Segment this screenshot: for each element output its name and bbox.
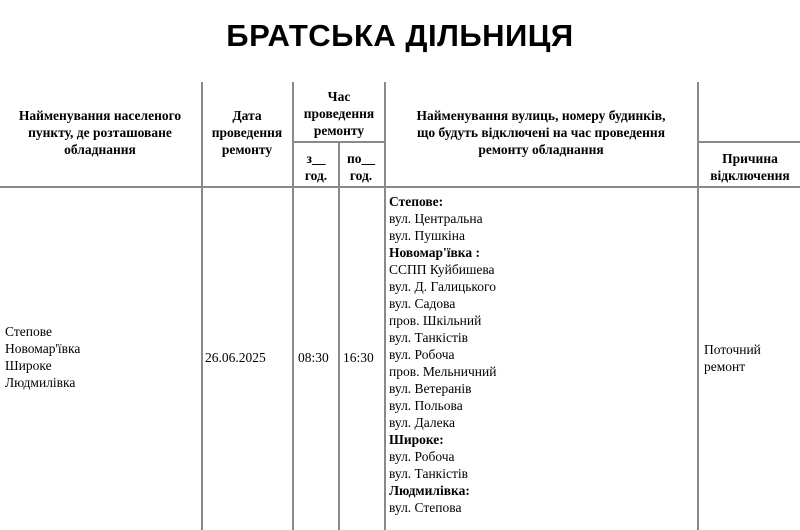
header-bottom-line [0,186,800,188]
street-item: ССПП Куйбишева [389,262,495,277]
header-streets: Найменування вулиць, номеру будинків, що будуть відключені на час проведення ремонту обладнання [416,108,666,157]
col-divider [697,82,699,530]
street-item: вул. Пушкіна [389,228,465,243]
settlement-item: Широке [5,358,52,373]
street-item: пров. Шкільний [389,313,482,328]
subheader-divider [292,141,386,143]
cell-reason: Поточний ремонт [704,342,761,374]
settlement-item: Людмилівка [5,375,76,390]
header-time-from: з__ год. [304,151,328,183]
cell-date: 26.06.2025 [205,350,266,365]
street-item: пров. Мельничний [389,364,497,379]
col-divider [338,142,340,530]
header-settlement: Найменування населеного пункту, де розташоване обладнання [18,108,182,157]
header-time-to: по__ год. [346,151,376,183]
street-item: вул. Польова [389,398,463,413]
street-item: вул. Садова [389,296,456,311]
street-item: вул. Центральна [389,211,483,226]
cell-time-from: 08:30 [298,350,329,365]
header-time: Час проведення ремонту [303,89,375,138]
street-group-heading: Людмилівка: [389,483,470,498]
cell-settlements [5,323,80,391]
header-reason: Причина відключення [710,151,790,183]
settlement-item: Новомар'ївка [5,341,81,356]
subheader-divider [697,141,800,143]
street-item: вул. Степова [389,500,462,515]
cell-streets [389,193,496,516]
street-item: вул. Танкістів [389,330,469,345]
cell-time-to: 16:30 [343,350,374,365]
street-group-heading: Степове: [389,194,444,209]
street-item: вул. Робоча [389,347,455,362]
page-title: БРАТСЬКА ДІЛЬНИЦЯ [226,18,574,53]
street-item: вул. Ветеранів [389,381,472,396]
street-group-heading: Широке: [389,432,444,447]
street-item: вул. Далека [389,415,455,430]
street-item: вул. Робоча [389,449,455,464]
settlement-item: Степове [5,324,52,339]
street-item: вул. Танкістів [389,466,469,481]
street-item: вул. Д. Галицького [389,279,497,294]
header-date: Дата проведення ремонту [211,108,283,157]
street-group-heading: Новомар'ївка : [389,245,480,260]
